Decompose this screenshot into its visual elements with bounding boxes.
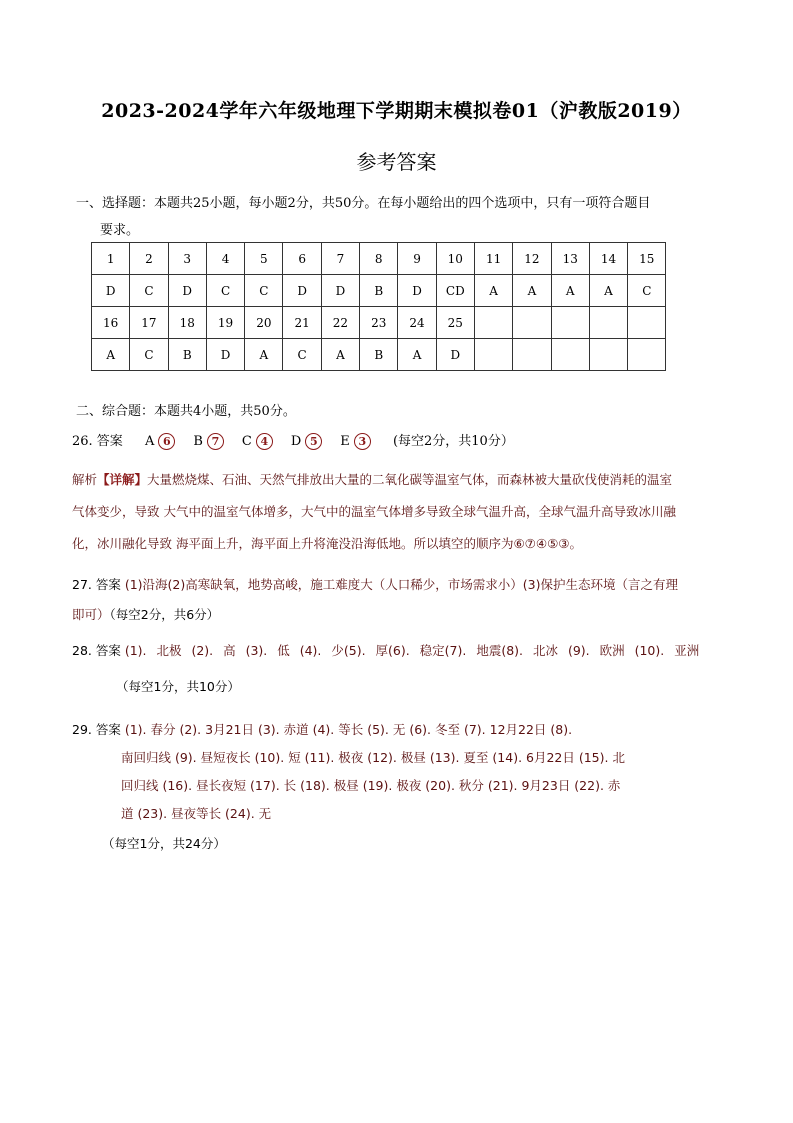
section1-heading-line1: 一、选择题：本题共25小题，每小题2分，共50分。在每小题给出的四个选项中，只有一项符合题目	[76, 196, 651, 211]
q26-label: 26. 答案	[72, 434, 123, 449]
answer-table-cell: 23	[360, 307, 398, 339]
section2-heading: 二、综合题：本题共4小题，共50分。	[76, 404, 296, 419]
answer-table-cell	[551, 307, 589, 339]
q27-label: 27. 答案	[72, 577, 121, 592]
answer-table-cell	[513, 307, 551, 339]
answer-table-cell: B	[360, 275, 398, 307]
answer-table-cell: 10	[436, 243, 474, 275]
answer-table-cell: D	[436, 339, 474, 371]
answer-table-answer-row	[92, 339, 666, 371]
analysis-line3: 化，冰川融化导致 海平面上升，海平面上升将淹没沿海低地。所以填空的顺序为⑥⑦④⑤③。	[72, 536, 583, 551]
q26-option	[340, 434, 371, 449]
answer-table-answer-row	[92, 275, 666, 307]
answer-table-cell: 7	[321, 243, 359, 275]
answer-table-cell: 3	[168, 243, 206, 275]
answer-table-cell: D	[283, 275, 321, 307]
answer-table-cell: 24	[398, 307, 436, 339]
analysis-line1: 大量燃烧煤、石油、天然气排放出大量的二氧化碳等温室气体，而森林被大量砍伐使消耗的温室	[147, 472, 673, 487]
answer-table-cell: 16	[92, 307, 130, 339]
answer-table-number-row	[92, 243, 666, 275]
q26-option	[145, 434, 175, 449]
q26-option-letter: B	[193, 434, 203, 449]
q27-answer-line2: 即可）	[72, 607, 110, 622]
answer-table-cell: CD	[436, 275, 474, 307]
answer-table-cell	[589, 307, 627, 339]
q29-answer	[72, 716, 722, 852]
answer-table	[91, 242, 666, 371]
answer-table-cell: 14	[589, 243, 627, 275]
q27-answer	[72, 570, 722, 630]
q29-line3: 回归线 (16). 昼长夜短 (17). 长 (18). 极昼 (19). 极夜 (20). 秋分 (21). 9月23日 (22). 赤	[121, 778, 621, 793]
answer-table-cell: C	[283, 339, 321, 371]
answer-table-cell: 4	[206, 243, 244, 275]
q26-option-circled-number: 5	[305, 433, 322, 450]
answer-table-cell: C	[206, 275, 244, 307]
q27-score: （每空2分，共6分）	[109, 607, 220, 622]
document-title: 2023-2024学年六年级地理下学期期末模拟卷01（沪教版2019）	[101, 100, 692, 122]
answer-table-number-row	[92, 307, 666, 339]
answer-table-cell	[628, 339, 666, 371]
analysis-label: 【详解】	[97, 472, 148, 487]
answer-table-cell: C	[628, 275, 666, 307]
q29-label: 29. 答案	[72, 722, 121, 737]
answer-table-cell: 15	[628, 243, 666, 275]
answer-table-cell: 21	[283, 307, 321, 339]
q28-score: （每空1分，共10分）	[116, 679, 240, 694]
answer-table-cell: A	[474, 275, 512, 307]
q28-answer-text: (1). 北极 (2). 高 (3). 低 (4). 少(5). 厚(6). 稳定(7). 地震(8). 北冰 (9). 欧洲 (10). 亚洲	[124, 643, 700, 658]
q26-option-letter: A	[144, 434, 155, 449]
q29-score: （每空1分，共24分）	[102, 836, 226, 851]
q26-option-circled-number: 7	[207, 433, 224, 450]
q26-option	[193, 434, 224, 449]
q28-answer	[72, 641, 722, 697]
answer-table-cell: 5	[245, 243, 283, 275]
answer-table-cell: D	[206, 339, 244, 371]
q29-line2: 南回归线 (9). 昼短夜长 (10). 短 (11). 极夜 (12). 极昼 (13). 夏至 (14). 6月22日 (15). 北	[121, 750, 625, 765]
q26-option-circled-number: 6	[158, 433, 175, 450]
answer-table-cell: D	[398, 275, 436, 307]
q26-answer	[72, 430, 514, 450]
q26-option-circled-number: 3	[354, 433, 371, 450]
answer-table-cell: 20	[245, 307, 283, 339]
answer-table-cell: 17	[130, 307, 168, 339]
answer-table-cell: A	[245, 339, 283, 371]
answer-table-cell: 25	[436, 307, 474, 339]
answer-table-cell: 18	[168, 307, 206, 339]
answer-table-cell: A	[551, 275, 589, 307]
answer-table-cell	[474, 307, 512, 339]
q26-option-letter: C	[241, 434, 252, 449]
answer-table-cell: B	[360, 339, 398, 371]
answer-table-cell: A	[589, 275, 627, 307]
q26-option-letter: E	[340, 434, 350, 449]
answer-table-cell: 22	[321, 307, 359, 339]
q26-score: (每空2分，共10分）	[392, 434, 514, 449]
answer-table-cell: A	[513, 275, 551, 307]
answer-table-cell: D	[92, 275, 130, 307]
answer-table-cell: 1	[92, 243, 130, 275]
answer-table-cell: C	[130, 275, 168, 307]
q27-answer-line1: (1)沿海(2)高寒缺氧，地势高峻，施工难度大（人口稀少，市场需求小）(3)保护生态环境（言之有理	[124, 577, 678, 592]
q28-label: 28. 答案	[72, 643, 121, 658]
q29-line4: 道 (23). 昼夜等长 (24). 无	[121, 806, 272, 821]
answer-table-cell: A	[398, 339, 436, 371]
answer-table-cell: B	[168, 339, 206, 371]
answer-table-cell: 2	[130, 243, 168, 275]
q26-option	[242, 434, 273, 449]
answer-table-cell: C	[245, 275, 283, 307]
answer-table-cell: 19	[206, 307, 244, 339]
answer-table-cell	[628, 307, 666, 339]
answer-table-cell: A	[321, 339, 359, 371]
section1-heading-line2: 要求。	[100, 223, 140, 238]
document-subtitle: 参考答案	[356, 150, 437, 174]
q26-option	[291, 434, 322, 449]
answer-table-cell: 11	[474, 243, 512, 275]
answer-table-cell: A	[92, 339, 130, 371]
answer-table-cell: 13	[551, 243, 589, 275]
q26-analysis	[72, 464, 722, 560]
answer-table-cell: D	[168, 275, 206, 307]
q26-option-letter: D	[290, 434, 302, 449]
answer-table-cell	[513, 339, 551, 371]
analysis-line2: 气体变少，导致 大气中的温室气体增多，大气中的温室气体增多导致全球气温升高，全球气温升高导致冰川融	[72, 504, 676, 519]
analysis-prefix: 解析	[72, 472, 98, 487]
answer-table-cell: C	[130, 339, 168, 371]
answer-table-cell: 6	[283, 243, 321, 275]
answer-table-cell: 12	[513, 243, 551, 275]
q26-option-circled-number: 4	[256, 433, 273, 450]
section1-heading	[76, 190, 721, 244]
answer-table-cell: 8	[360, 243, 398, 275]
q29-line1: (1). 春分 (2). 3月21日 (3). 赤道 (4). 等长 (5). 无 (6). 冬至 (7). 12月22日 (8).	[124, 722, 573, 737]
answer-table-cell	[474, 339, 512, 371]
answer-table-cell: D	[321, 275, 359, 307]
answer-table-cell	[589, 339, 627, 371]
answer-table-cell	[551, 339, 589, 371]
answer-table-cell: 9	[398, 243, 436, 275]
